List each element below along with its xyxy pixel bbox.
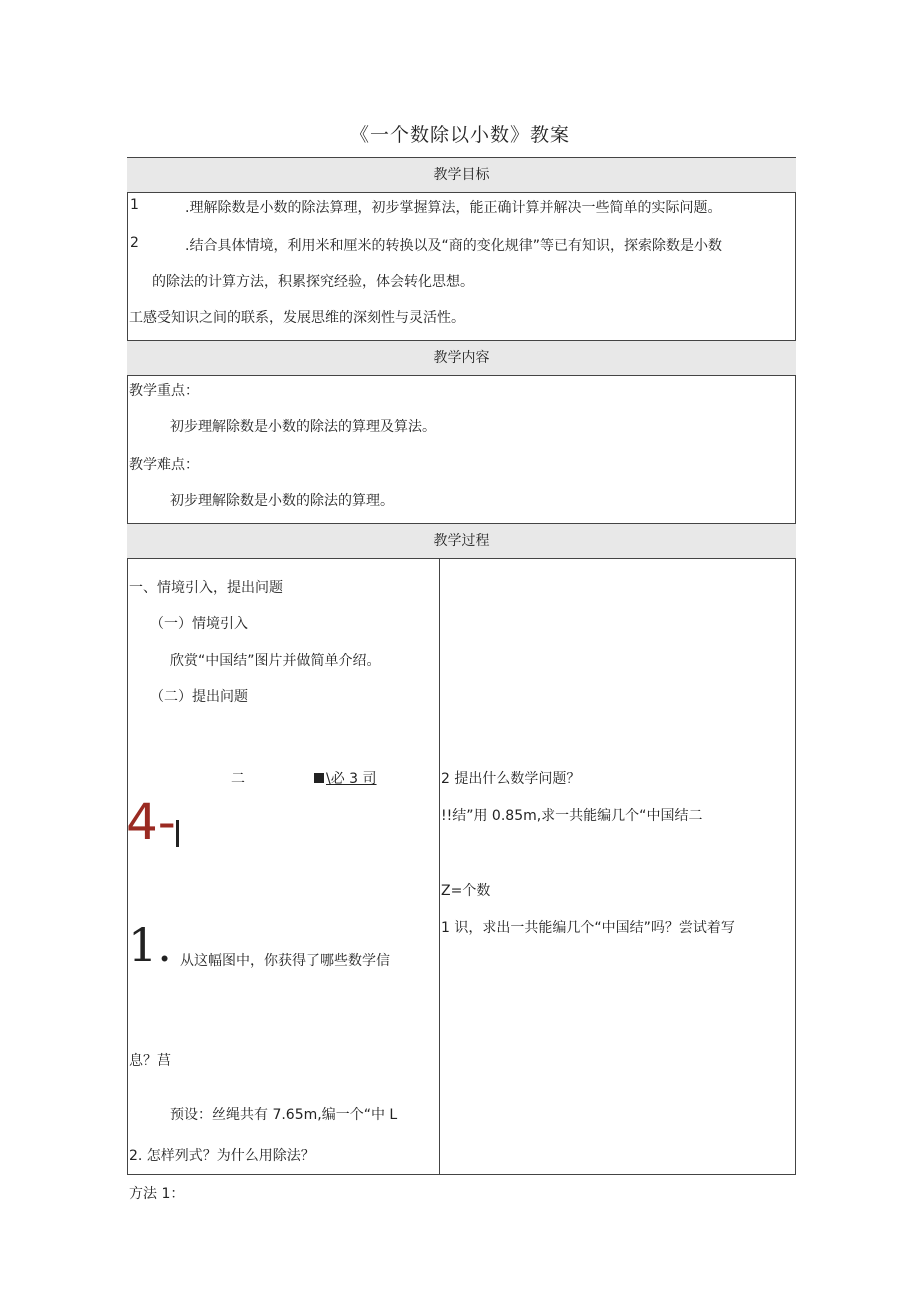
process-substep-1: （一）情境引入 xyxy=(150,616,248,632)
goal-2-continued: 的除法的计算方法，积累探究经验，体会转化思想。 xyxy=(152,274,474,290)
goal-1-text: .理解除数是小数的除法算理，初步掌握算法，能正确计算并解决一些简单的实际问题。 xyxy=(185,200,722,216)
garbled-text-b xyxy=(314,768,377,788)
right-line-4: 1 识，求出一共能编几个“中国结”吗？尝试着写 xyxy=(441,920,735,936)
large-digit-four: 4- xyxy=(126,793,176,851)
vertical-bar-mark xyxy=(176,820,179,847)
right-line-1: 2 提出什么数学问题？ xyxy=(441,771,581,787)
goal-2-number: 2 xyxy=(130,235,139,251)
process-substep-1-text: 欣赏“中国结”图片并做简单介绍。 xyxy=(170,653,381,669)
garbled-text-a: 二 xyxy=(231,771,245,787)
section-header-goals: 教学目标 xyxy=(127,157,796,193)
goal-3-text: 工感受知识之间的联系，发展思维的深刻性与灵活性。 xyxy=(129,310,465,326)
question-1-continued: 息？莒 xyxy=(129,1053,171,1069)
key-point-label: 教学重点： xyxy=(129,383,199,399)
difficulty-label: 教学难点： xyxy=(129,457,199,473)
page-title: 《一个数除以小数》教案 xyxy=(349,124,570,146)
difficulty-text: 初步理解除数是小数的除法的算理。 xyxy=(170,493,394,509)
footer-method: 方法 1： xyxy=(129,1186,185,1202)
section-header-content: 教学内容 xyxy=(127,340,796,376)
goal-2-text: .结合具体情境，利用米和厘米的转换以及“商的变化规律”等已有知识，探索除数是小数 xyxy=(185,238,722,254)
right-line-3: Z=个数 xyxy=(441,883,491,899)
process-substep-2: （二）提出问题 xyxy=(150,689,248,705)
preset-text: 预设：丝绳共有 7.65m,编一个“中 L xyxy=(170,1107,398,1123)
question-2-text: 2. 怎样列式？为什么用除法？ xyxy=(129,1148,315,1164)
large-digit-one: 1. xyxy=(128,918,172,972)
question-1-text: 从这幅图中，你获得了哪些数学信 xyxy=(180,953,390,969)
goal-1-number: 1 xyxy=(130,197,139,213)
column-divider xyxy=(439,559,440,1175)
key-point-text: 初步理解除数是小数的除法的算理及算法。 xyxy=(170,419,436,435)
square-icon xyxy=(314,773,324,783)
garbled-text-b-label: \必 3 司 xyxy=(326,771,377,787)
process-step-1: 一、情境引入，提出问题 xyxy=(129,580,283,596)
section-header-process: 教学过程 xyxy=(127,523,796,559)
right-line-2: !!结”用 0.85m,求一共能编几个“中国结二 xyxy=(441,808,703,824)
